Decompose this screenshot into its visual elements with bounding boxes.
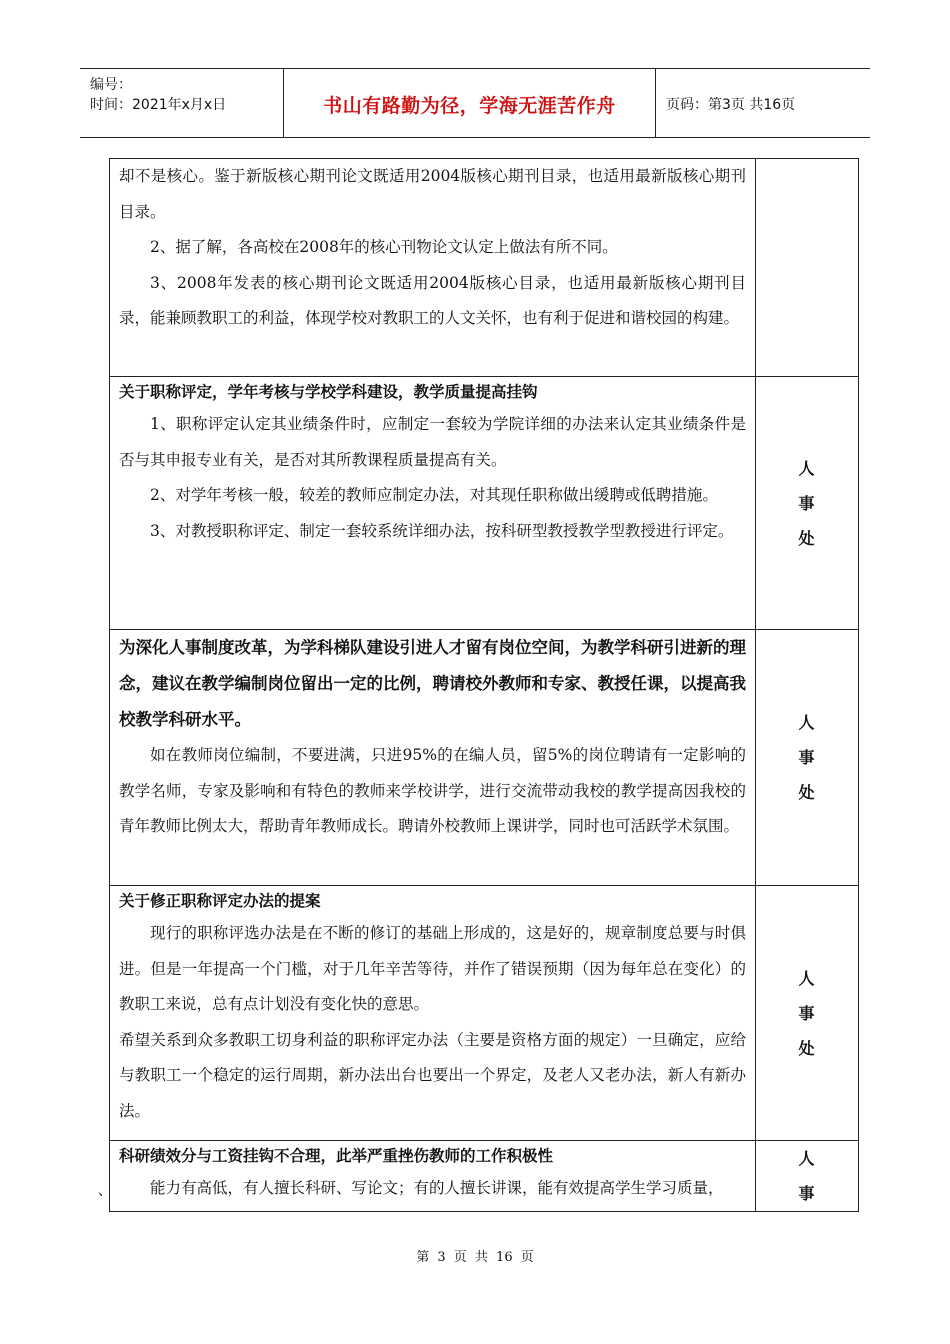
proposal-title: 关于职称评定，学年考核与学校学科建设，教学质量提高挂钩 — [119, 383, 538, 401]
proposal-paragraph: 希望关系到众多教职工切身利益的职称评定办法（主要是资格方面的规定）一旦确定，应给与教职工一个稳定的运行周期，新办法出台也要出一个界定，及老人又老办法，新人有新办法。 — [119, 1030, 746, 1120]
department-char: 事 — [798, 493, 815, 513]
department-char: 人 — [798, 458, 815, 478]
proposal-title: 科研绩效分与工资挂钩不合理，此举严重挫伤教师的工作积极性 — [119, 1147, 554, 1165]
proposal-title: 关于修正职称评定办法的提案 — [119, 892, 321, 910]
proposal-paragraph: 如在教师岗位编制，不要进满，只进95%的在编人员，留5%的岗位聘请有一定影响的教学名师，专家及影响和有特色的教师来学校讲学，进行交流带动我校的教学提高因我校的青年教师比例太大，帮助青年教师成长。聘请外校教师上课讲学，同时也可活跃学术氛围。 — [119, 746, 746, 836]
header-divider — [655, 69, 656, 137]
proposal-content-cell — [110, 886, 756, 1140]
page-footer: 第 3 页 共 16 页 — [416, 1250, 534, 1265]
table-row — [110, 159, 858, 377]
department-char: 事 — [798, 748, 815, 767]
header-meta — [90, 75, 226, 115]
proposal-content-cell — [110, 1141, 756, 1211]
department-cell — [756, 377, 857, 629]
department-char: 人 — [798, 968, 815, 988]
table-row — [110, 886, 858, 1141]
side-mark: 、 — [98, 1183, 112, 1199]
department-cell — [756, 159, 857, 376]
proposal-paragraph: 2、据了解，各高校在2008年的核心刊物论文认定上做法有所不同。 — [150, 238, 618, 257]
department-char: 处 — [798, 1038, 815, 1058]
proposal-paragraph: 3、2008年发表的核心期刊论文既适用2004版核心目录，也适用最新版核心期刊目录，能兼顾教职工的利益，体现学校对教职工的人文关怀，也有利于促进和谐校园的构建。 — [119, 273, 746, 328]
table-row — [110, 630, 858, 886]
department-char: 处 — [798, 528, 815, 548]
proposal-content-cell — [110, 159, 756, 376]
header-page-info: 页码：第3页 共16页 — [666, 97, 796, 113]
proposal-table — [109, 158, 859, 1212]
table-row — [110, 377, 858, 630]
department-cell — [756, 630, 857, 885]
department-char: 人 — [798, 713, 815, 732]
serial-label: 编号： — [90, 77, 132, 93]
proposal-paragraph: 3、对教授职称评定、制定一套较系统详细办法，按科研型教授教学型教授进行评定。 — [150, 521, 734, 540]
proposal-content-cell — [110, 377, 756, 629]
department-char: 处 — [798, 783, 815, 802]
department-char: 人 — [798, 1149, 815, 1168]
department-char: 事 — [798, 1184, 815, 1203]
proposal-paragraph: 1、职称评定认定其业绩条件时，应制定一套较为学院详细的办法来认定其业绩条件是否与其申报专业有关，是否对其所教课程质量提高有关。 — [119, 415, 746, 469]
page-header — [80, 68, 870, 138]
department-cell — [756, 1141, 857, 1211]
table-row — [110, 1141, 858, 1212]
header-motto: 书山有路勤为径，学海无涯苦作舟 — [323, 95, 616, 117]
proposal-paragraph: 却不是核心。鉴于新版核心期刊论文既适用2004版核心期刊目录，也适用最新版核心期刊目录。 — [119, 167, 746, 221]
proposal-paragraph: 现行的职称评选办法是在不断的修订的基础上形成的，这是好的，规章制度总要与时俱进。但是一年提高一个门槛，对于几年辛苦等待，并作了错误预期（因为每年总在变化）的教职工来说，总有点计划没有变化快的意思。 — [119, 924, 746, 1014]
department-char: 事 — [798, 1003, 815, 1023]
department-cell — [756, 886, 857, 1140]
proposal-paragraph: 能力有高低，有人擅长科研、写论文；有的人擅长讲课，能有效提高学生学习质量， — [150, 1179, 724, 1197]
proposal-paragraph: 2、对学年考核一般，较差的教师应制定办法，对其现任职称做出缓聘或低聘措施。 — [150, 486, 718, 505]
date-label: 时间：2021年x月x日 — [90, 97, 227, 113]
proposal-content-cell — [110, 630, 756, 885]
proposal-title: 为深化人事制度改革，为学科梯队建设引进人才留有岗位空间，为教学科研引进新的理念，建议在教学编制岗位留出一定的比例，聘请校外教师和专家、教授任课，以提高我校教学科研水平。 — [119, 638, 746, 729]
